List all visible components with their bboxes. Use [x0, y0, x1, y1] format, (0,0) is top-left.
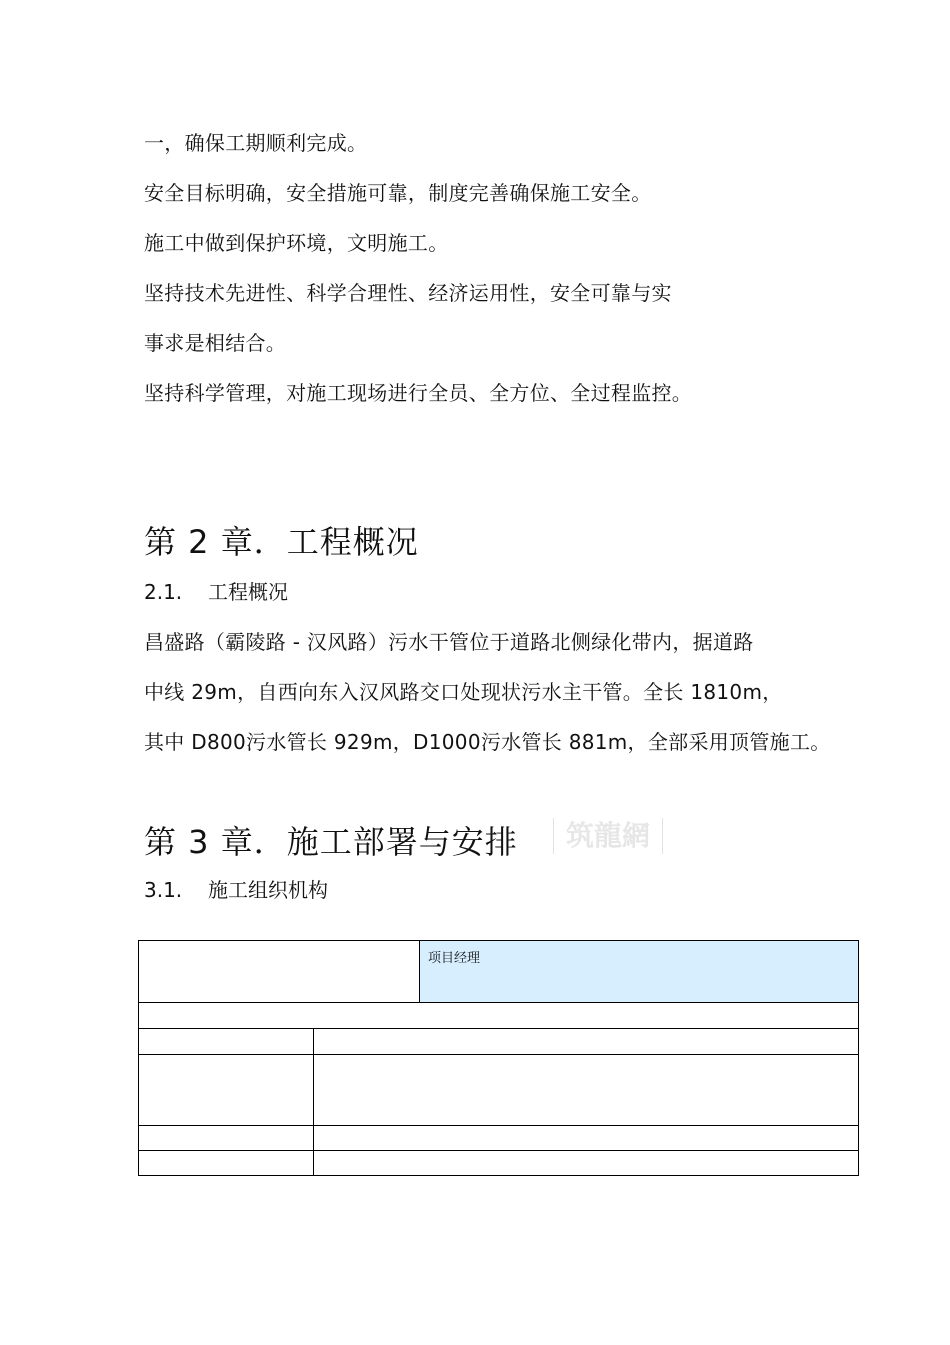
table-divider — [313, 1028, 314, 1175]
org-chart-table — [138, 940, 859, 1176]
section-title: 工程概况 — [208, 580, 288, 604]
project-manager-label: 项目经理 — [428, 951, 481, 966]
watermark-stamp: 筑龍網 — [553, 818, 663, 854]
goal-line: 坚持科学管理，对施工现场进行全员、全方位、全过程监控。 — [144, 381, 693, 405]
goal-line: 坚持技术先进性、科学合理性、经济运用性，安全可靠与实 — [144, 281, 672, 305]
section-number: 2.1. — [144, 580, 183, 604]
chapter-2-title: 第 2 章．工程概况 — [144, 523, 419, 561]
goal-line: 安全目标明确，安全措施可靠，制度完善确保施工安全。 — [144, 181, 652, 205]
table-divider — [139, 1125, 858, 1126]
paragraph-line: 中线 29m，自西向东入汉风路交口处现状污水主干管。全长 1810m， — [144, 680, 783, 704]
goal-line: 一，确保工期顺利完成。 — [144, 131, 368, 155]
chapter-3-title: 第 3 章．施工部署与安排 — [144, 823, 518, 861]
goal-line: 事求是相结合。 — [144, 331, 287, 355]
table-divider — [139, 1054, 858, 1055]
table-divider — [139, 1002, 858, 1003]
table-divider — [139, 1150, 858, 1151]
table-divider — [419, 941, 420, 1002]
section-number: 3.1. — [144, 878, 183, 902]
goal-line: 施工中做到保护环境，文明施工。 — [144, 231, 449, 255]
section-2-1-heading — [144, 580, 288, 604]
paragraph-line: 昌盛路（霸陵路 - 汉风路）污水干管位于道路北侧绿化带内，据道路 — [144, 630, 754, 654]
paragraph-line: 其中 D800污水管长 929m，D1000污水管长 881m，全部采用顶管施工。 — [144, 730, 831, 754]
table-divider — [139, 1028, 858, 1029]
section-title: 施工组织机构 — [208, 878, 328, 902]
project-manager-cell — [420, 941, 858, 1002]
section-3-1-heading — [144, 878, 328, 902]
